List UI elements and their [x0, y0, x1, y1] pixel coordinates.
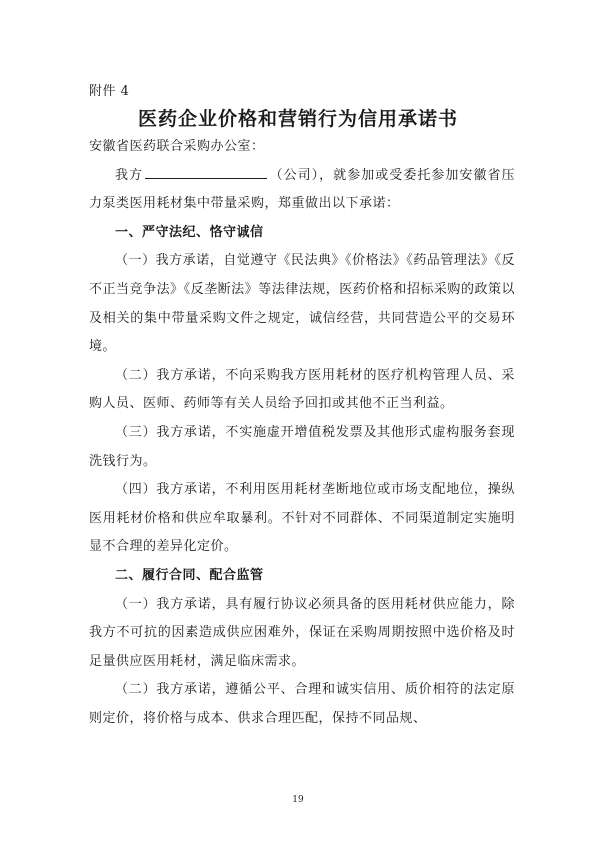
intro-paragraph — [89, 162, 515, 219]
document-title: 医药企业价格和营销行为信用承诺书 — [137, 108, 458, 130]
section-2-paragraph-2: （二）我方承诺，遵循公平、合理和诚实信用、质价相符的法定原则定价，将价格与成本、供求合理匹配，保持不同品规、 — [89, 682, 515, 726]
attachment-label: 附件 4 — [89, 84, 130, 99]
section-1-paragraph-3: （三）我方承诺，不实施虚开增值税发票及其他形式虚构服务套现洗钱行为。 — [89, 424, 515, 469]
section-1-paragraph-2: （二）我方承诺，不向采购我方医用耗材的医疗机构管理人员、采购人员、医师、药师等有关人员给予回扣或其他不正当利益。 — [89, 367, 515, 412]
intro-suffix: （公司），就参加或受委托参加安徽省压力泵类医用耗材集中带量采购，郑重做出以下承诺： — [89, 167, 515, 212]
section-heading-2: 二、履行合同、配合监管 — [115, 567, 264, 583]
section-1-paragraph-4: （四）我方承诺，不利用医用耗材垄断地位或市场支配地位，操纵医用耗材价格和供应牟取暴利。不针对不同群体、不同渠道制定实施明显不合理的差异化定价。 — [89, 482, 515, 555]
section-2-paragraph-1: （一）我方承诺，具有履行协议必须具备的医用耗材供应能力，除我方不可抗的因素造成供应困难外，保证在采购周期按照中选价格及时足量供应医用耗材，满足临床需求。 — [89, 596, 515, 669]
section-1-paragraph-1: （一）我方承诺，自觉遵守《民法典》《价格法》《药品管理法》《反不正当竞争法》《反垄断法》等法律法规，医药价格和招标采购的政策以及相关的集中带量采购文件之规定，诚信经营，共同营造公平的交易环境。 — [89, 253, 515, 355]
addressee: 安徽省医药联合采购办公室： — [89, 139, 265, 154]
page-number: 19 — [292, 795, 304, 805]
company-name-blank — [145, 164, 267, 179]
intro-prefix: 我方 — [115, 167, 144, 183]
section-heading-1: 一、严守法纪、恪守诚信 — [115, 224, 264, 240]
document-body — [89, 133, 515, 733]
